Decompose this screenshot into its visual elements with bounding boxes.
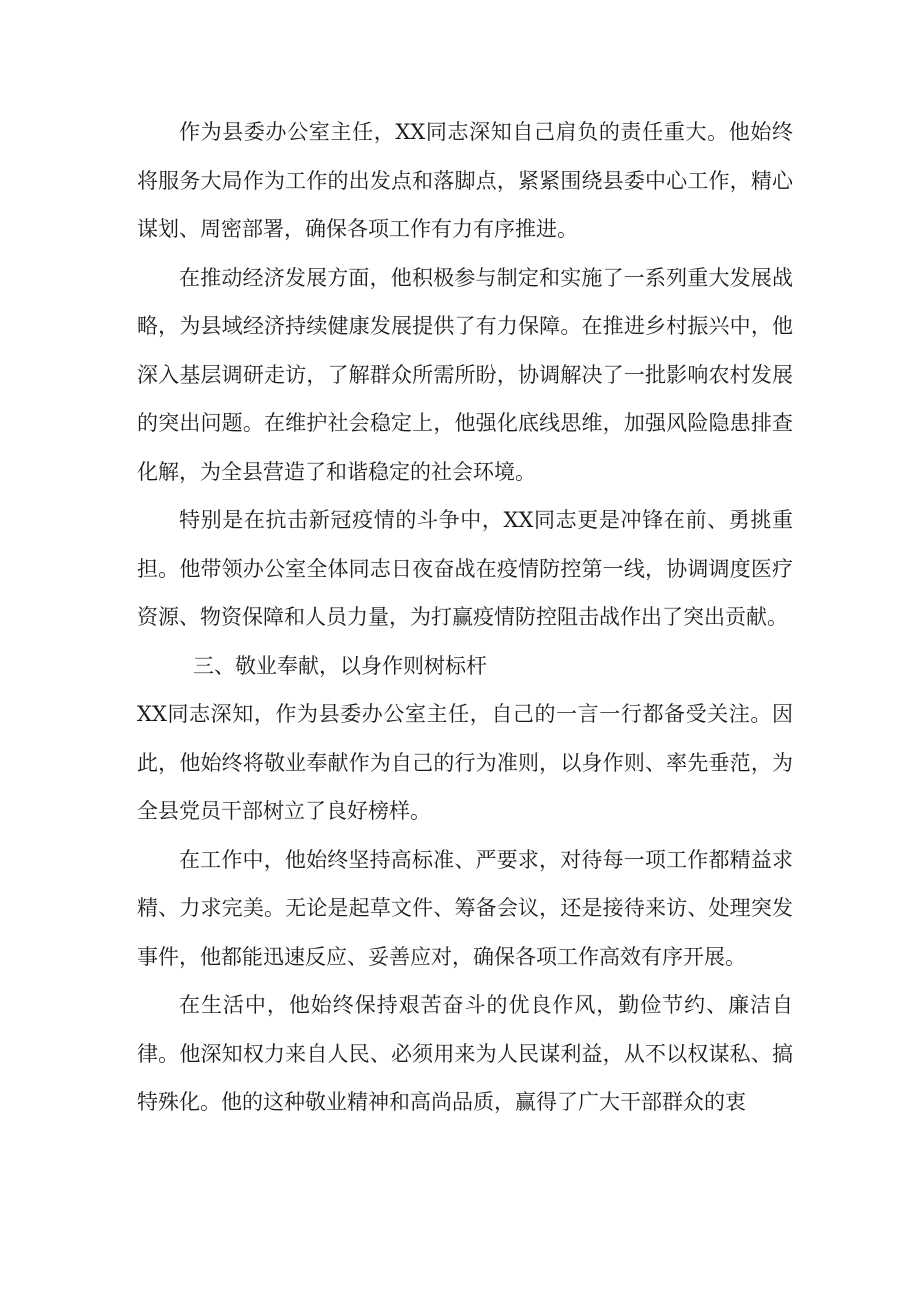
paragraph-economic-development: 在推动经济发展方面，他积极参与制定和实施了一系列重大发展战略，为县域经济持续健康发展提供了有力保障。在推进乡村振兴中，他深入基层调研走访，了解群众所需所盼，协调解决了一批影响农村发展的突出问题。在维护社会稳定上，他强化底线思维，加强风险隐患排查化解，为全县营造了和谐稳定的社会环境。 bbox=[137, 265, 793, 484]
section-heading: 三、敬业奉献，以身作则树标杆 bbox=[193, 653, 487, 678]
paragraph-dedication: XX同志深知，作为县委办公室主任，自己的一言一行都备受关注。因此，他始终将敬业奉献作为自己的行为准则，以身作则、率先垂范，为全县党员干部树立了良好榜样。 bbox=[137, 702, 793, 823]
document-body bbox=[137, 108, 793, 1127]
paragraph-life-style: 在生活中，他始终保持艰苦奋斗的优良作风，勤俭节约、廉洁自律。他深知权力来自人民、必须用来为人民谋利益，从不以权谋私、搞特殊化。他的这种敬业精神和高尚品质，赢得了广大干部群众的衷 bbox=[137, 993, 793, 1114]
paragraph-epidemic-fight: 特别是在抗击新冠疫情的斗争中，XX同志更是冲锋在前、勇挑重担。他带领办公室全体同志日夜奋战在疫情防控第一线，协调调度医疗资源、物资保障和人员力量，为打赢疫情防控阻击战作出了突出贡献。 bbox=[137, 508, 793, 629]
paragraph-work-standards: 在工作中，他始终坚持高标准、严要求，对待每一项工作都精益求精、力求完美。无论是起草文件、筹备会议，还是接待来访、处理突发事件，他都能迅速反应、妥善应对，确保各项工作高效有序开展。 bbox=[137, 847, 793, 969]
paragraph-responsibility: 作为县委办公室主任，XX同志深知自己肩负的责任重大。他始终将服务大局作为工作的出发点和落脚点，紧紧围绕县委中心工作，精心谋划、周密部署，确保各项工作有力有序推进。 bbox=[137, 120, 793, 241]
